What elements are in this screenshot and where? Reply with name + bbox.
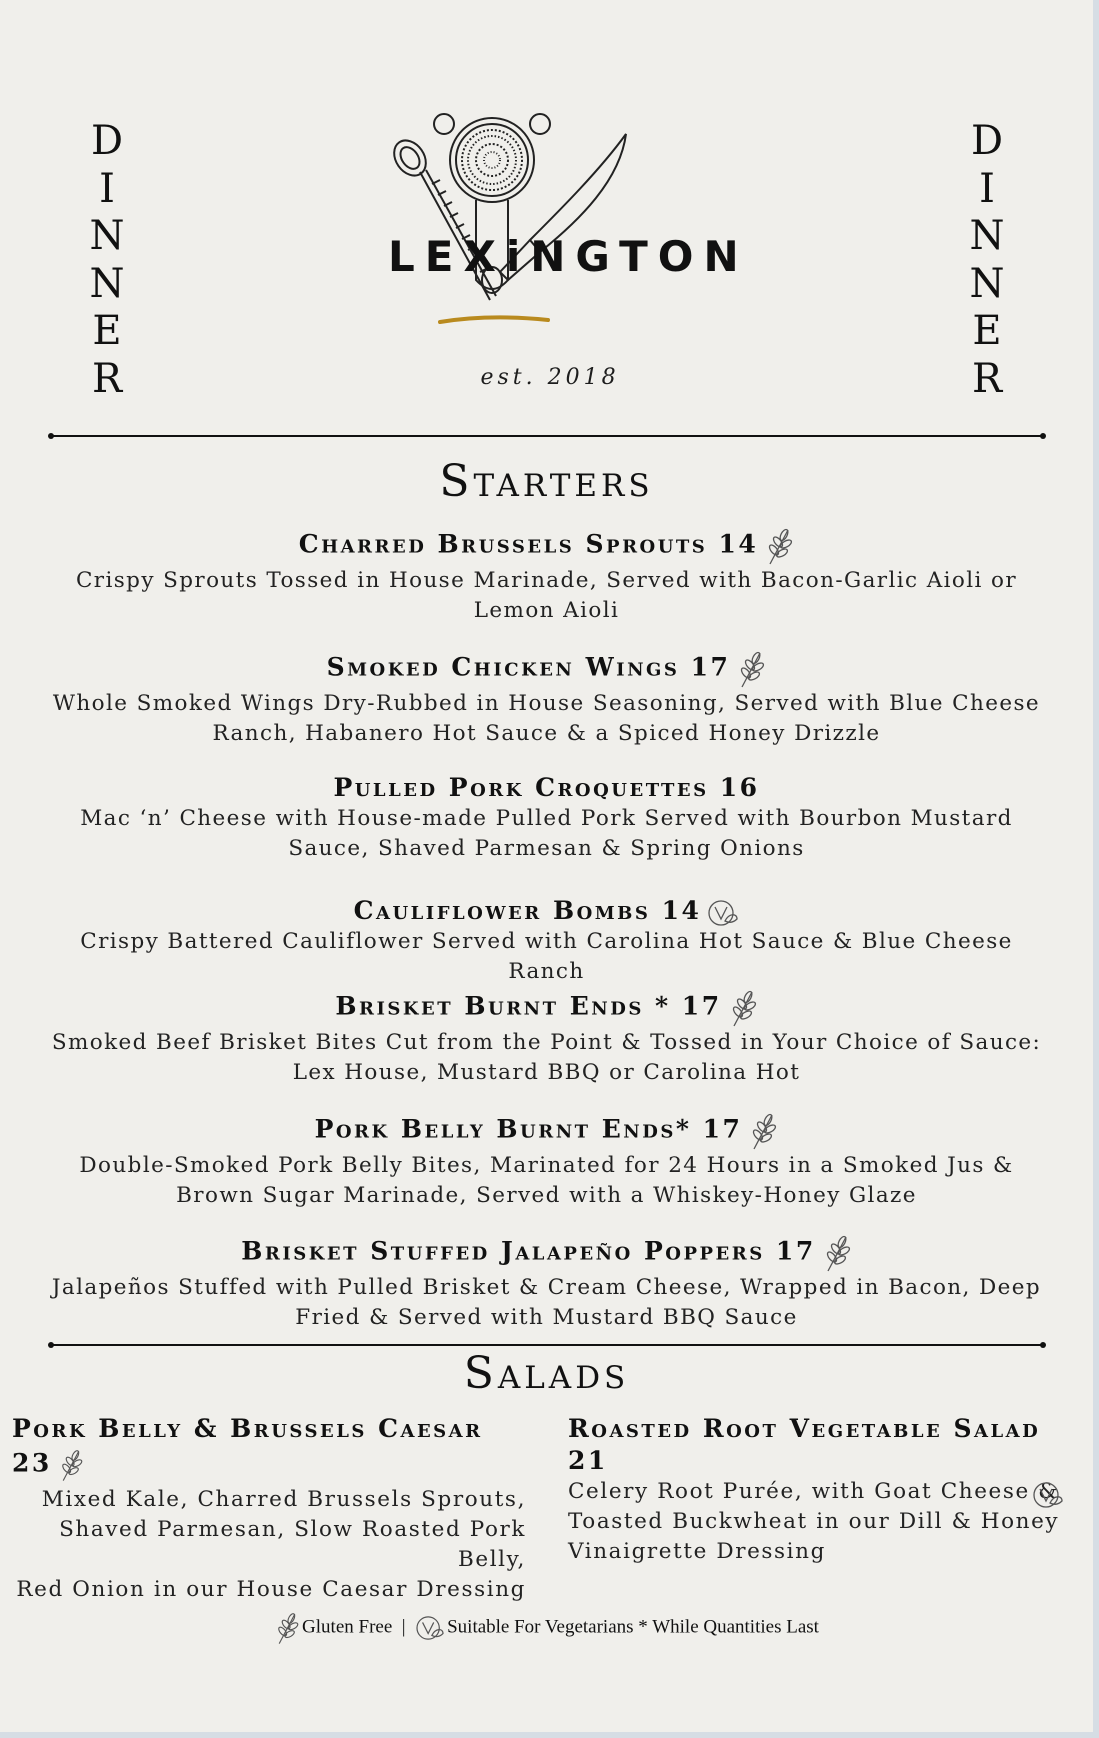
- vegetarian-icon: [707, 899, 739, 927]
- item-description: Smoked Beef Brisket Bites Cut from the Point & Tossed in Your Choice of Sauce: Lex House, Mustard BBQ or Carolina Hot: [51, 1030, 1042, 1085]
- side-letter: D: [90, 118, 124, 164]
- item-name: Brisket Burnt Ends * 17: [30, 988, 1063, 1028]
- legend-gluten-free: Gluten Free: [302, 1616, 393, 1638]
- item-name: Charred Brussels Sprouts 14: [30, 526, 1063, 566]
- gold-stroke: [440, 317, 548, 322]
- item-name: Roasted Root Vegetable Salad 21: [568, 1414, 1041, 1475]
- item-name: Pork Belly & Brussels Caesar 23: [12, 1413, 532, 1485]
- menu-item: [30, 895, 1063, 987]
- wheat-icon: [736, 649, 766, 689]
- item-description: Celery Root Purée, with Goat Cheese & Toasted Buckwheat in our Dill & Honey Vinaigrette Dressing: [568, 1477, 1088, 1567]
- section-title-salads: Salads: [463, 1348, 630, 1399]
- item-description: Crispy Battered Cauliflower Served with Carolina Hot Sauce & Blue Cheese Ranch: [80, 929, 1013, 984]
- item-description: Whole Smoked Wings Dry-Rubbed in House Seasoning, Served with Blue Cheese Ranch, Habanero Hot Sauce & a Spiced Honey Drizzle: [52, 691, 1041, 746]
- item-name: Cauliflower Bombs 14: [30, 895, 1063, 927]
- divider-top: [48, 433, 1046, 436]
- item-name: Smoked Chicken Wings 17: [30, 649, 1063, 689]
- menu-item: [30, 988, 1063, 1088]
- side-letter: I: [99, 165, 115, 212]
- side-title-right: [957, 118, 1017, 403]
- wheat-icon: [58, 1445, 84, 1485]
- side-letter: N: [969, 260, 1005, 307]
- side-letter: R: [971, 355, 1003, 402]
- menu-item: [30, 649, 1063, 749]
- menu-item: [30, 526, 1063, 626]
- side-title-left: [77, 118, 137, 403]
- side-letter: N: [89, 260, 125, 307]
- side-letter: N: [89, 213, 125, 259]
- salad-item-left: [12, 1413, 532, 1605]
- item-description: Mac ‘n’ Cheese with House-made Pulled Pork Served with Bourbon Mustard Sauce, Shaved Parmesan & Spring Onions: [80, 806, 1013, 861]
- vegetarian-icon: [1032, 1481, 1064, 1509]
- side-letter: N: [969, 213, 1005, 259]
- established-date: est. 2018: [480, 365, 620, 390]
- vegetarian-icon: [415, 1615, 445, 1641]
- side-letter: D: [970, 118, 1004, 164]
- item-description: Double-Smoked Pork Belly Bites, Marinated for 24 Hours in a Smoked Jus & Brown Sugar Marinade, Served with a Whiskey-Honey Glaze: [79, 1153, 1014, 1208]
- legend-quantities: * While Quantities Last: [638, 1616, 819, 1638]
- legend-vegetarian: Suitable For Vegetarians: [447, 1616, 634, 1638]
- wheat-icon: [748, 1111, 778, 1151]
- brand-name: LEXiNGTON: [388, 232, 749, 281]
- item-name: Brisket Stuffed Jalapeño Poppers 17: [30, 1233, 1063, 1273]
- salad-item-right: [568, 1413, 1088, 1567]
- wheat-icon: [728, 988, 758, 1028]
- side-letter: E: [92, 308, 122, 354]
- menu-item: [30, 1233, 1063, 1333]
- section-title-starters: Starters: [439, 456, 654, 507]
- menu-item: [30, 772, 1063, 864]
- item-name: Pork Belly Burnt Ends* 17: [30, 1111, 1063, 1151]
- side-letter: I: [979, 165, 995, 212]
- item-description: Jalapeños Stuffed with Pulled Brisket & Cream Cheese, Wrapped in Bacon, Deep Fried & Served with Mustard BBQ Sauce: [51, 1275, 1042, 1330]
- item-description: Mixed Kale, Charred Brussels Sprouts, Shaved Parmesan, Slow Roasted Pork Belly, Red Onion in our House Caesar Dressing: [16, 1487, 526, 1602]
- side-letter: R: [91, 355, 123, 402]
- divider-middle: [48, 1342, 1046, 1345]
- wheat-icon: [274, 1608, 300, 1648]
- item-description: Crispy Sprouts Tossed in House Marinade, Served with Bacon-Garlic Aioli or Lemon Aioli: [75, 568, 1018, 623]
- menu-item: [30, 1111, 1063, 1211]
- item-name: Pulled Pork Croquettes 16: [333, 773, 760, 802]
- legend: [0, 1608, 1093, 1648]
- wheat-icon: [822, 1233, 852, 1273]
- legend-separator: |: [401, 1616, 406, 1638]
- side-letter: E: [972, 308, 1002, 354]
- wheat-icon: [764, 526, 794, 566]
